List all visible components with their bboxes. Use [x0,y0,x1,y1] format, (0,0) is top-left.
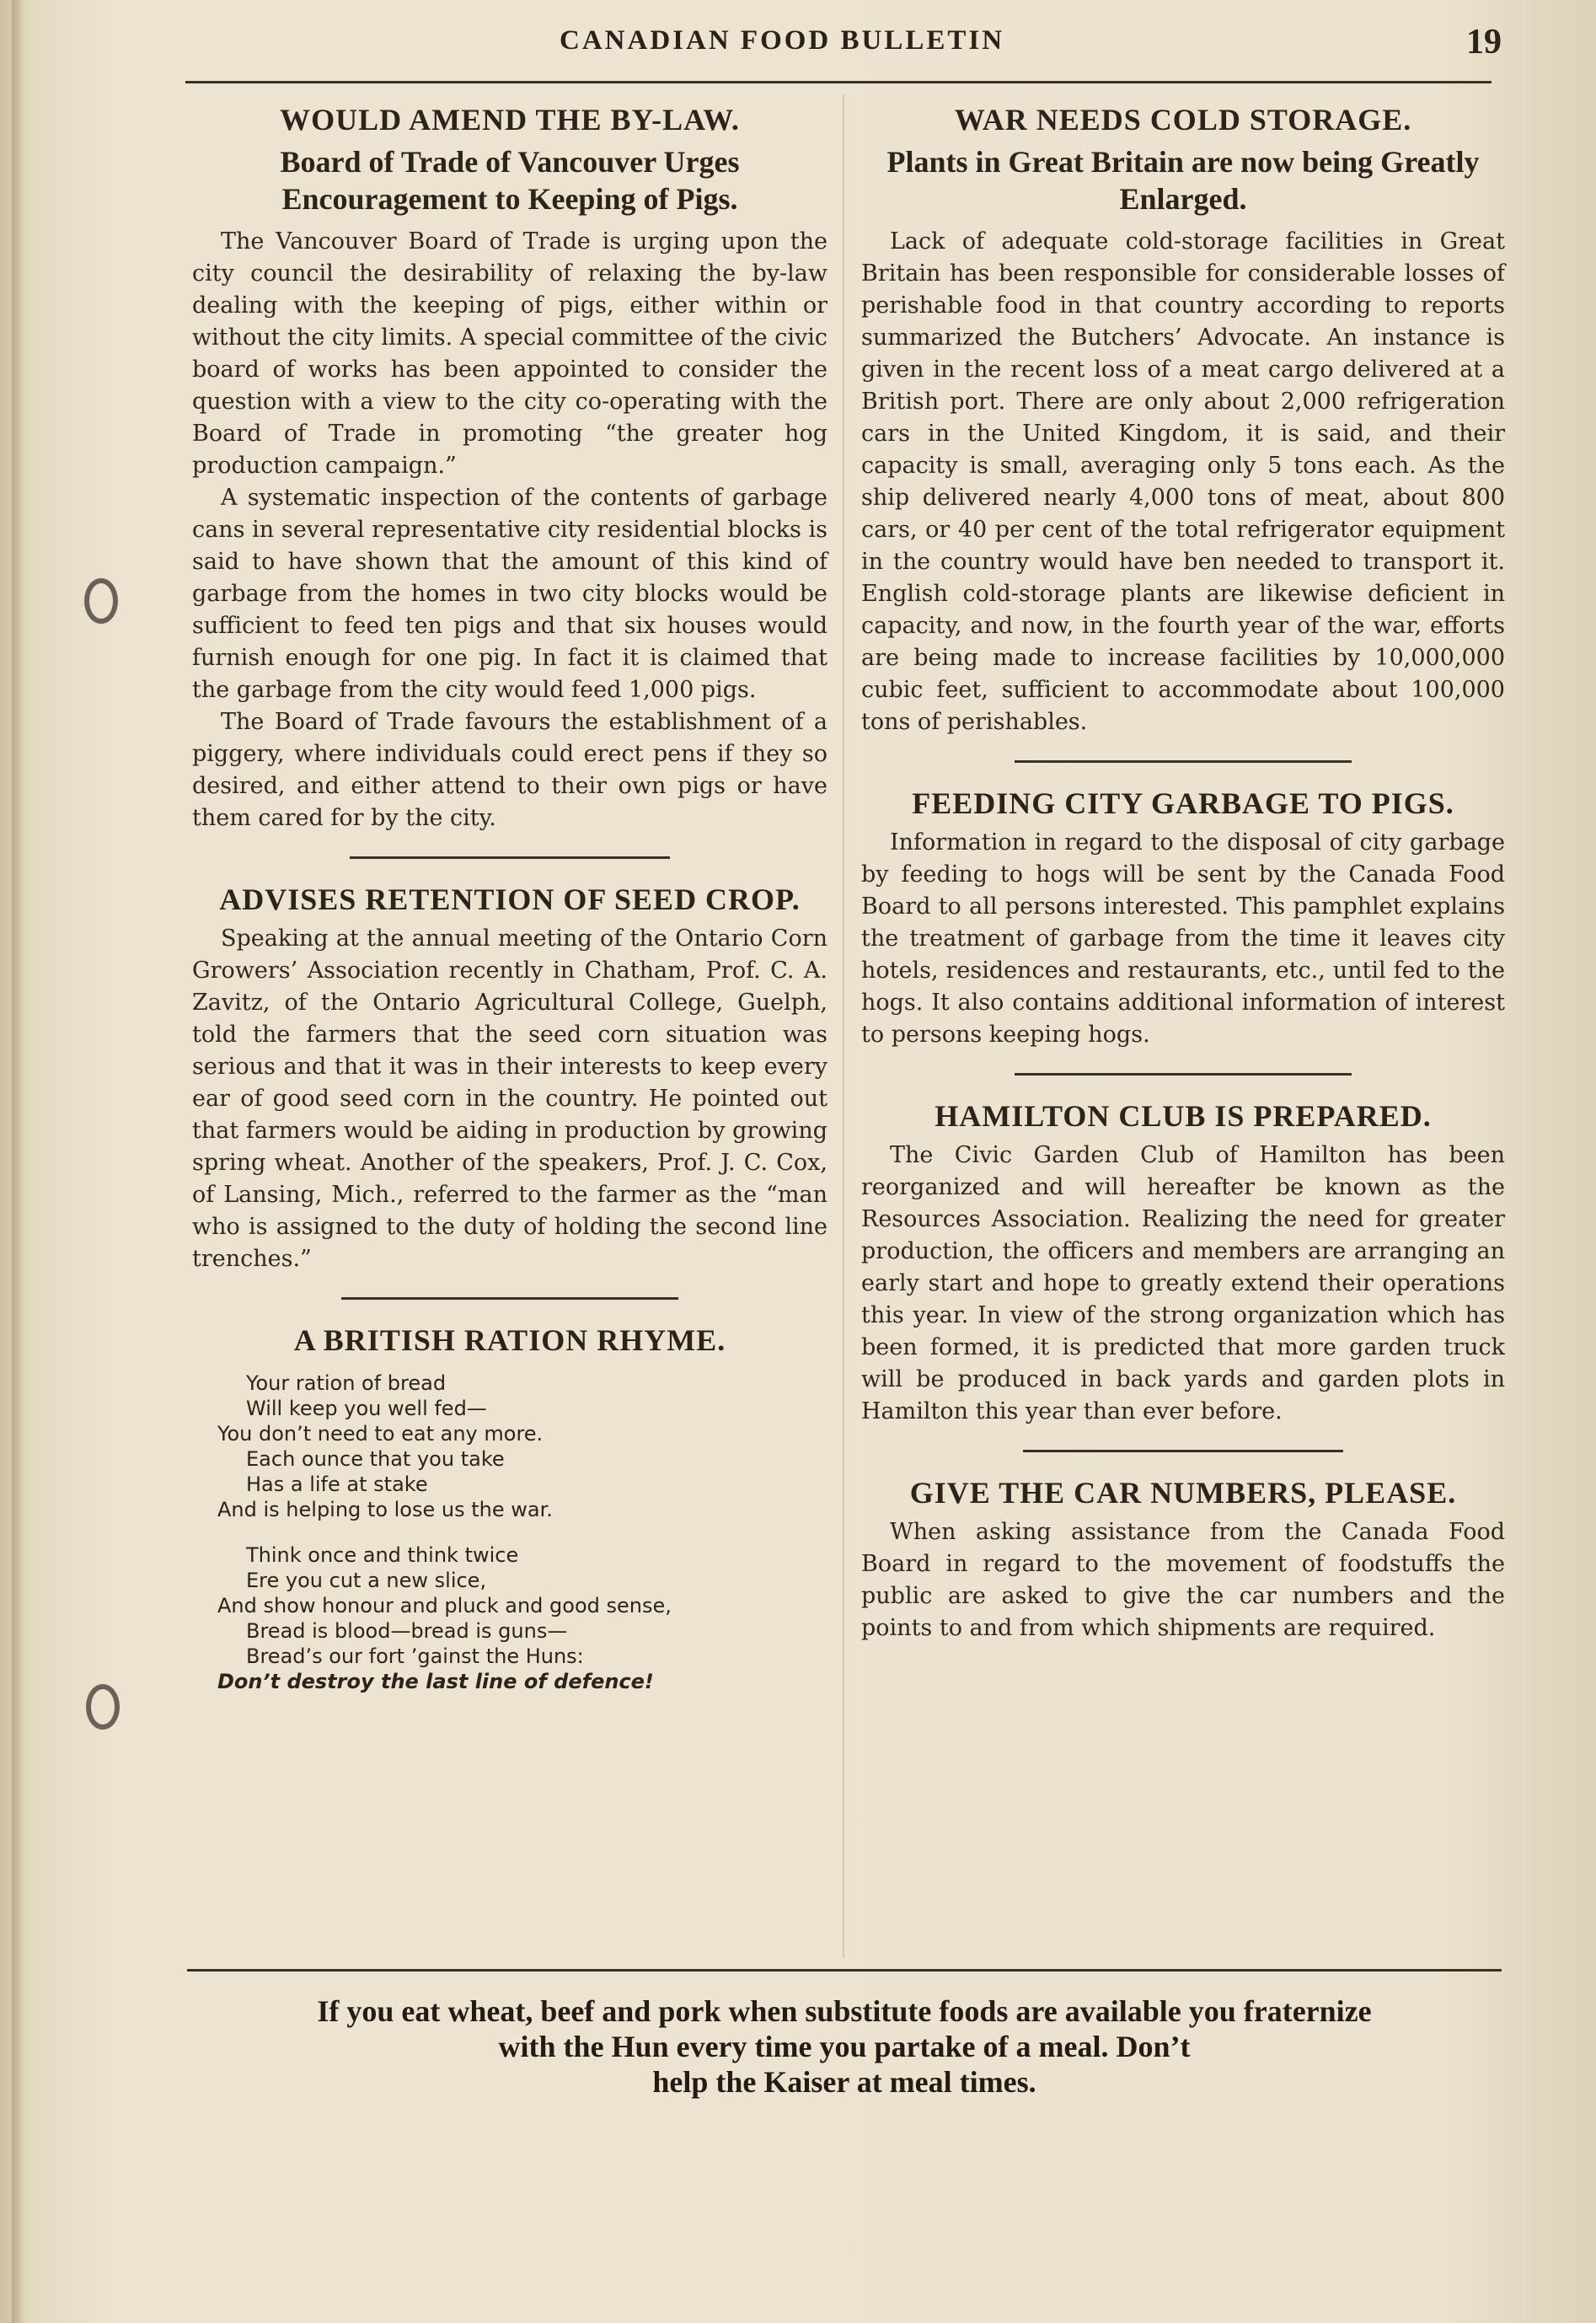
section-divider [341,1297,678,1300]
article-seed-crop [192,881,827,1275]
article-headline: A BRITISH RATION RHYME. [293,1323,726,1357]
article-paragraph: The Civic Garden Club of Hamilton has been reorganized and will hereafter be known as the Resources Association. Realizing the need for greater production, the officers and members are arranging an early start and hope to greatly extend their operations this year. In view of the strong organization which has been formed, it is predicted that more garden truck will be produced in back yards and garden plots in Hamilton this year than ever before. [861,1142,1505,1424]
page-number: 19 [1466,23,1502,62]
poem-line: Has a life at stake [246,1473,428,1496]
article-headline: FEEDING CITY GARBAGE TO PIGS. [912,786,1454,820]
poem-stanza [217,1542,827,1694]
section-divider [1015,760,1352,763]
article-paragraph: The Vancouver Board of Trade is urging upon the city council the desirability of relaxing the by-law dealing with the keeping of pigs, either within or without the city limits. A special committee of the civic board of works has been appointed to consider the question with a view to the city co-operating with the Board of Trade in promoting “the greater hog production campaign.” [192,228,827,479]
article-headline: ADVISES RETENTION OF SEED CROP. [219,883,801,916]
running-title: CANADIAN FOOD BULLETIN [560,25,1005,56]
poem-line: Don’t destroy the last line of defence! [217,1670,654,1693]
article-paragraph: The Board of Trade favours the establishment of a piggery, where individuals could erect pens if they so desired, and either attend to their own pigs or have them cared for by the city. [192,709,827,831]
poem-line: Think once and think twice [246,1543,519,1567]
poem [217,1371,827,1694]
footer-notice [187,1969,1502,2100]
article-paragraph: Speaking at the annual meeting of the Ontario Corn Growers’ Association recently in Chatham, Prof. C. A. Zavitz, of the Ontario Agricultural College, Guelph, told the farmers that the seed corn situation was serious and that it was in their interests to keep every ear of good seed corn in the country. He pointed out that farmers would be aiding in production by growing spring wheat. Another of the speakers, Prof. J. C. Cox, of Lansing, Mich., referred to the farmer as the “man who is assigned to the duty of holding the second line trenches.” [192,925,827,1272]
header-rule [185,81,1492,83]
footer-rule [187,1969,1502,1972]
footer-line: If you eat wheat, beef and pork when substitute foods are available you fraternize [317,1994,1372,2028]
article-hamilton-club [861,1097,1505,1428]
section-divider [1015,1073,1352,1076]
article-paragraph: A systematic inspection of the contents of garbage cans in several representative city residential blocks is said to have shown that the amount of this kind of garbage from the homes in two city blocks would be sufficient to feed ten pigs and that six houses would furnish enough for one pig. In fact it is claimed that the garbage from the city would feed 1,000 pigs. [192,485,827,703]
article-headline: WOULD AMEND THE BY-LAW. [280,103,740,137]
poem-line: Ere you cut a new slice, [246,1569,487,1592]
section-divider [1023,1450,1343,1452]
article-paragraph: Information in regard to the disposal of city garbage by feeding to hogs will be sent by the Canada Food Board to all persons interested. This pamphlet explains the treatment of garbage from the time it leaves city hotels, residences and restaurants, etc., until fed to the hogs. It also contains additional information of interest to persons keeping hogs. [861,829,1505,1048]
column-divider [843,94,844,1957]
poem-line: And is helping to lose us the war. [217,1498,553,1521]
poem-line: Your ration of bread [246,1371,447,1395]
article-headline: HAMILTON CLUB IS PREPARED. [935,1099,1432,1133]
article-paragraph: Lack of adequate cold-storage facilities in Great Britain has been responsible for considerable losses of perishable food in that country according to reports summarized the Butchers’ Advocate. An instance is given in the recent loss of a meat cargo delivered at a British port. There are only about 2,000 refrigeration cars in the United Kingdom, it is said, and their capacity is small, averaging only 5 tons each. As the ship delivered nearly 4,000 tons of meat, about 800 cars, or 40 per cent of the total refrigerator equipment in the country would have ben needed to transport it. English cold-storage plants are likewise deficient in capacity, and now, in the fourth year of the war, efforts are being made to increase facilities by 10,000,000 cubic feet, sufficient to accommodate about 100,000 tons of perishables. [861,228,1505,735]
binding-edge [12,0,24,2323]
poem-line: Bread is blood—bread is guns— [246,1619,568,1643]
footer-line: help the Kaiser at meal times. [652,2065,1036,2099]
poem-line: You don’t need to eat any more. [217,1422,544,1446]
left-column [192,101,827,1714]
poem-line: And show honour and pluck and good sense, [217,1594,672,1618]
article-cold-storage [861,101,1505,738]
article-subhead: Plants in Great Britain are now being Greatly Enlarged. [886,145,1480,216]
article-paragraph: When asking assistance from the Canada Food Board in regard to the movement of foodstuffs the public are asked to give the car numbers and the points to and from which shipments are required. [861,1519,1505,1641]
article-subhead: Board of Trade of Vancouver Urges Encouragement to Keeping of Pigs. [280,145,740,216]
right-column [861,101,1505,1644]
section-divider [350,856,670,859]
poem-line: Each ounce that you take [246,1447,505,1471]
article-headline: GIVE THE CAR NUMBERS, PLEASE. [909,1476,1457,1510]
article-garbage-pigs [861,785,1505,1051]
article-car-numbers [861,1474,1505,1644]
poem-line: Will keep you well fed— [246,1397,487,1420]
article-headline: WAR NEEDS COLD STORAGE. [954,103,1412,137]
binding-hole [86,1684,120,1730]
footer-line: with the Hun every time you partake of a meal. Don’t [498,2030,1191,2063]
article-ration-rhyme [192,1322,827,1694]
poem-line: Bread’s our fort ’gainst the Huns: [246,1644,584,1668]
poem-stanza [217,1371,827,1522]
article-would-amend [192,101,827,834]
binding-hole [84,578,118,624]
running-head [0,22,1596,72]
